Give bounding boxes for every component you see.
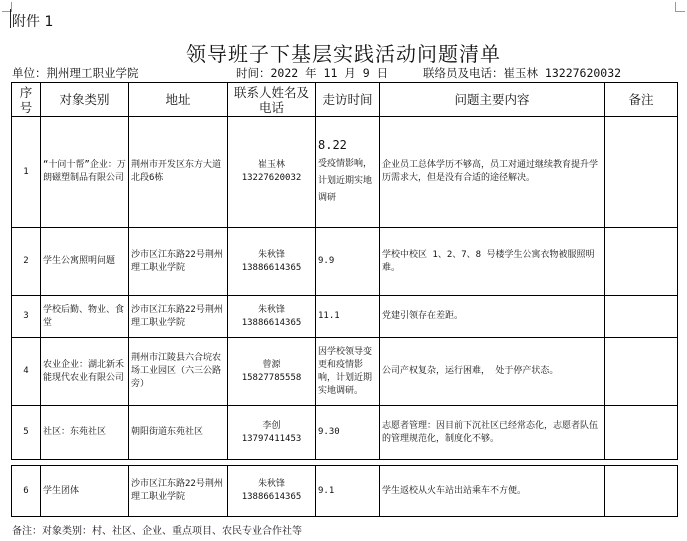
visit-time: 因学校领导变更和疫情影响，计划近期实地调研。	[316, 338, 380, 406]
row-number: 5	[12, 406, 41, 460]
issue-table	[11, 82, 678, 460]
issue-content: 学校中校区 1、2、7、8 号楼学生公寓衣物被服照明难。	[380, 228, 605, 296]
contact-name: 崔玉林	[257, 160, 285, 170]
issue-content: 党建引领存在差距。	[380, 296, 605, 338]
contact-cell	[228, 296, 316, 338]
contact-phone: 13797411453	[241, 433, 302, 444]
contact-label: 联络员及电话：崔玉林 13227620032	[423, 66, 622, 80]
row-number: 1	[12, 117, 41, 228]
contact-name: 曾源	[262, 359, 281, 370]
table-row	[12, 338, 678, 406]
contact-cell	[228, 466, 316, 517]
visit-time: 11.1	[316, 296, 380, 338]
footnote: 备注：对象类别：村、社区、企业、重点项目、农民专业合作社等	[12, 526, 302, 537]
row-number: 2	[12, 228, 41, 296]
contact-name: 朱秋锋	[257, 479, 285, 489]
object-category: 农业企业：湖北新禾能现代农业有限公司	[41, 338, 129, 406]
column-header: 地址	[129, 83, 228, 117]
visit-note: 受疫情影响，计划近期实地调研	[318, 159, 373, 203]
document-title: 领导班子下基层实践活动问题清单	[186, 42, 501, 66]
issue-content: 公司产权复杂，运行困难， 处于停产状态。	[380, 338, 605, 406]
issue-content: 学生返校从火车站出站乘车不方便。	[380, 466, 605, 517]
column-header: 对象类别	[41, 83, 129, 117]
contact-phone: 15827785558	[241, 372, 302, 383]
contact-name: 朱秋锋	[257, 304, 285, 315]
contact-phone: 13227620032	[241, 173, 302, 183]
contact-name: 李创	[262, 420, 281, 431]
row-number: 6	[12, 466, 41, 517]
page-corner-mark	[675, 2, 685, 12]
column-header: 备注	[605, 83, 678, 117]
row-number: 3	[12, 296, 41, 338]
issue-content: 志愿者管理：因目前下沉社区已经常态化，志愿者队伍的管理规范化，制度化不够。	[380, 406, 605, 460]
address: 朝阳街道东苑社区	[129, 406, 228, 460]
visit-time	[316, 117, 380, 228]
object-category: “十问十帮”企业：万朗磁塑制品有限公司	[41, 117, 129, 228]
unit-label: 单位：荆州理工职业学院	[12, 66, 139, 80]
object-category: 学生团体	[41, 466, 129, 517]
address: 荆州市开发区东方大道北段6栋	[129, 117, 228, 228]
contact-cell	[228, 406, 316, 460]
contact-cell	[228, 338, 316, 406]
address: 沙市区江东路22号荆州理工职业学院	[129, 296, 228, 338]
column-header: 走访时间	[316, 83, 380, 117]
remark	[605, 406, 678, 460]
address: 沙市区江东路22号荆州理工职业学院	[129, 466, 228, 517]
address: 荆州市江陵县六合垸农场工业园区（六三公路旁）	[129, 338, 228, 406]
address: 沙市区江东路22号荆州理工职业学院	[129, 228, 228, 296]
contact-cell	[228, 117, 316, 228]
contact-phone: 13886614365	[241, 492, 302, 502]
contact-phone: 13886614365	[241, 317, 302, 328]
contact-name: 朱秋锋	[257, 249, 285, 260]
column-header: 联系人姓名及电话	[228, 83, 316, 117]
contact-cell	[228, 228, 316, 296]
remark	[605, 117, 678, 228]
text-cursor	[10, 9, 11, 28]
attachment-label: 附件 1	[12, 14, 54, 30]
issue-content: 企业员工总体学历不够高，员工对通过继续教育提升学历需求大，但是没有合适的途径解决。	[380, 117, 605, 228]
table-row	[12, 406, 678, 460]
table-header-row	[12, 83, 678, 117]
remark	[605, 296, 678, 338]
object-category: 学校后勤、物业、食堂	[41, 296, 129, 338]
row-number: 4	[12, 338, 41, 406]
remark	[605, 338, 678, 406]
table-row	[12, 296, 678, 338]
visit-time: 9.1	[316, 466, 380, 517]
issue-table-continued	[11, 465, 678, 517]
object-category: 学生公寓照明问题	[41, 228, 129, 296]
table-row	[12, 228, 678, 296]
column-header: 问题主要内容	[380, 83, 605, 117]
table-row	[12, 117, 678, 228]
object-category: 社区：东苑社区	[41, 406, 129, 460]
contact-phone: 13886614365	[241, 262, 302, 273]
date-label: 时间：2022 年 11 月 9 日	[236, 66, 389, 80]
table-row	[12, 466, 678, 517]
visit-date: 8.22	[318, 138, 347, 152]
column-header: 序号	[12, 83, 41, 117]
visit-time: 9.9	[316, 228, 380, 296]
visit-time: 9.30	[316, 406, 380, 460]
remark	[605, 228, 678, 296]
remark	[605, 466, 678, 517]
